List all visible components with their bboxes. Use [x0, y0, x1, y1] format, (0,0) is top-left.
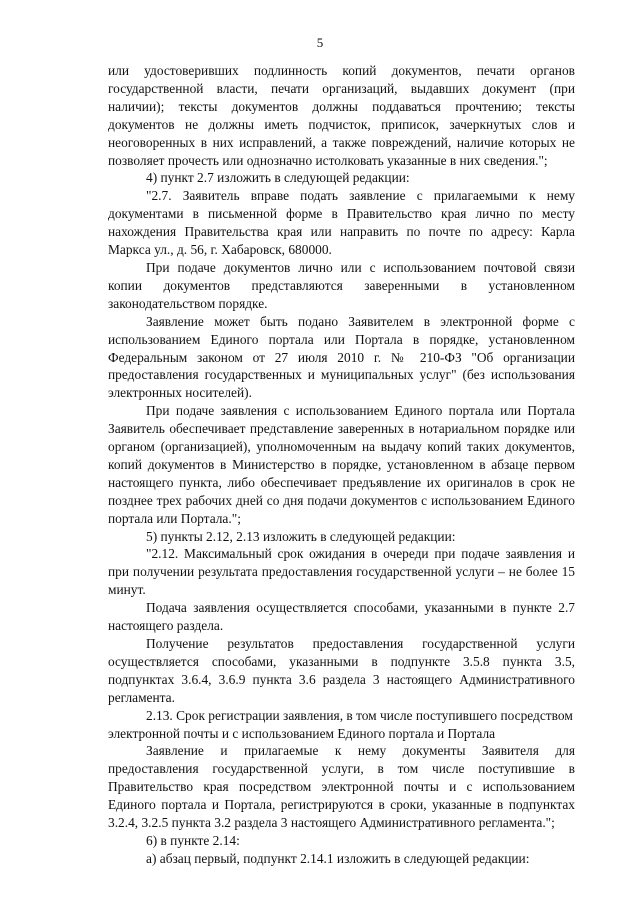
paragraph-2-12: "2.12. Максимальный срок ожидания в очереди при подаче заявления и при получении результата предоставления государственной услуги – не более 15 минут.: [108, 546, 575, 598]
paragraph-result-methods: Получение результатов предоставления государственной услуги осуществляется способами, указанными в подпункте 3.5.8 пункта 3.5, подпунктах 3.6.4, 3.6.9 пункта 3.6 раздела 3 настоящего Административного регламента.: [108, 636, 575, 705]
page-number: 5: [316, 35, 324, 50]
paragraph-registration: Заявление и прилагаемые к нему документы Заявителя для предоставления государственной услуги, в том числе поступившие в Правительство края посредством электронной почты и с использованием Единого портала и Портала, регистрируются в сроки, указанные в подпунктах 3.2.4, 3.2.5 пункта 3.2 раздела 3 настоящего Административного регламента.";: [108, 743, 575, 831]
paragraph-continuation: или удостоверивших подлинность копий документов, печати органов государственной власти, печати организаций, выдавших документ (при наличии); тексты документов должны поддаваться прочтению; тексты документов не должны иметь подчисток, приписок, зачеркнутых слов и неоговоренных в них исправлений, а также повреждений, наличие которых не позволяет прочесть или однозначно истолковать указанные в них сведения.";: [108, 63, 575, 168]
paragraph-item-4: 4) пункт 2.7 изложить в следующей редакции:: [146, 170, 410, 186]
paragraph-portal-submission: При подаче заявления с использованием Единого портала или Портала Заявитель обеспечивает представление заверенных в нотариальном порядке или органом (организацией), уполномоченным на выдачу копий таких документов, копий документов в Министерство в порядке, установленном в абзаце первом настоящего пункта, либо обеспечивает предъявление их оригиналов в срок не позднее трех рабочих дней со дня подачи документов с использованием Единого портала или Портала.";: [108, 403, 575, 526]
paragraph-item-6: 6) в пункте 2.14:: [146, 832, 240, 848]
paragraph-item-5: 5) пункты 2.12, 2.13 изложить в следующей редакции:: [146, 528, 456, 544]
document-body: [108, 62, 575, 868]
paragraph-submission-methods: Подача заявления осуществляется способами, указанными в пункте 2.7 настоящего раздела.: [108, 600, 575, 634]
paragraph-personal-submission: При подаче документов лично или с использованием почтовой связи копии документов представляются заверенными в установленном законодательством порядке.: [108, 259, 575, 311]
paragraph-electronic-submission: Заявление может быть подано Заявителем в электронной форме с использованием Единого портала или Портала в порядке, установленном Федеральным законом от 27 июля 2010 г. № 210-ФЗ "Об организации предоставления государственных и муниципальных услуг" (без использования электронных носителей).: [108, 313, 575, 401]
paragraph-item-6a: а) абзац первый, подпункт 2.14.1 изложить в следующей редакции:: [146, 850, 530, 866]
paragraph-2-13: 2.13. Срок регистрации заявления, в том числе поступившего посредством электронной почты и с использованием Единого портала и Портала: [108, 707, 573, 741]
paragraph-2-7: "2.7. Заявитель вправе подать заявление с прилагаемыми к нему документами в письменной форме в Правительство края лично по месту нахождения Правительства края или направить по почте по адресу: Карла Маркса ул., д. 56, г. Хабаровск, 680000.: [108, 188, 575, 258]
